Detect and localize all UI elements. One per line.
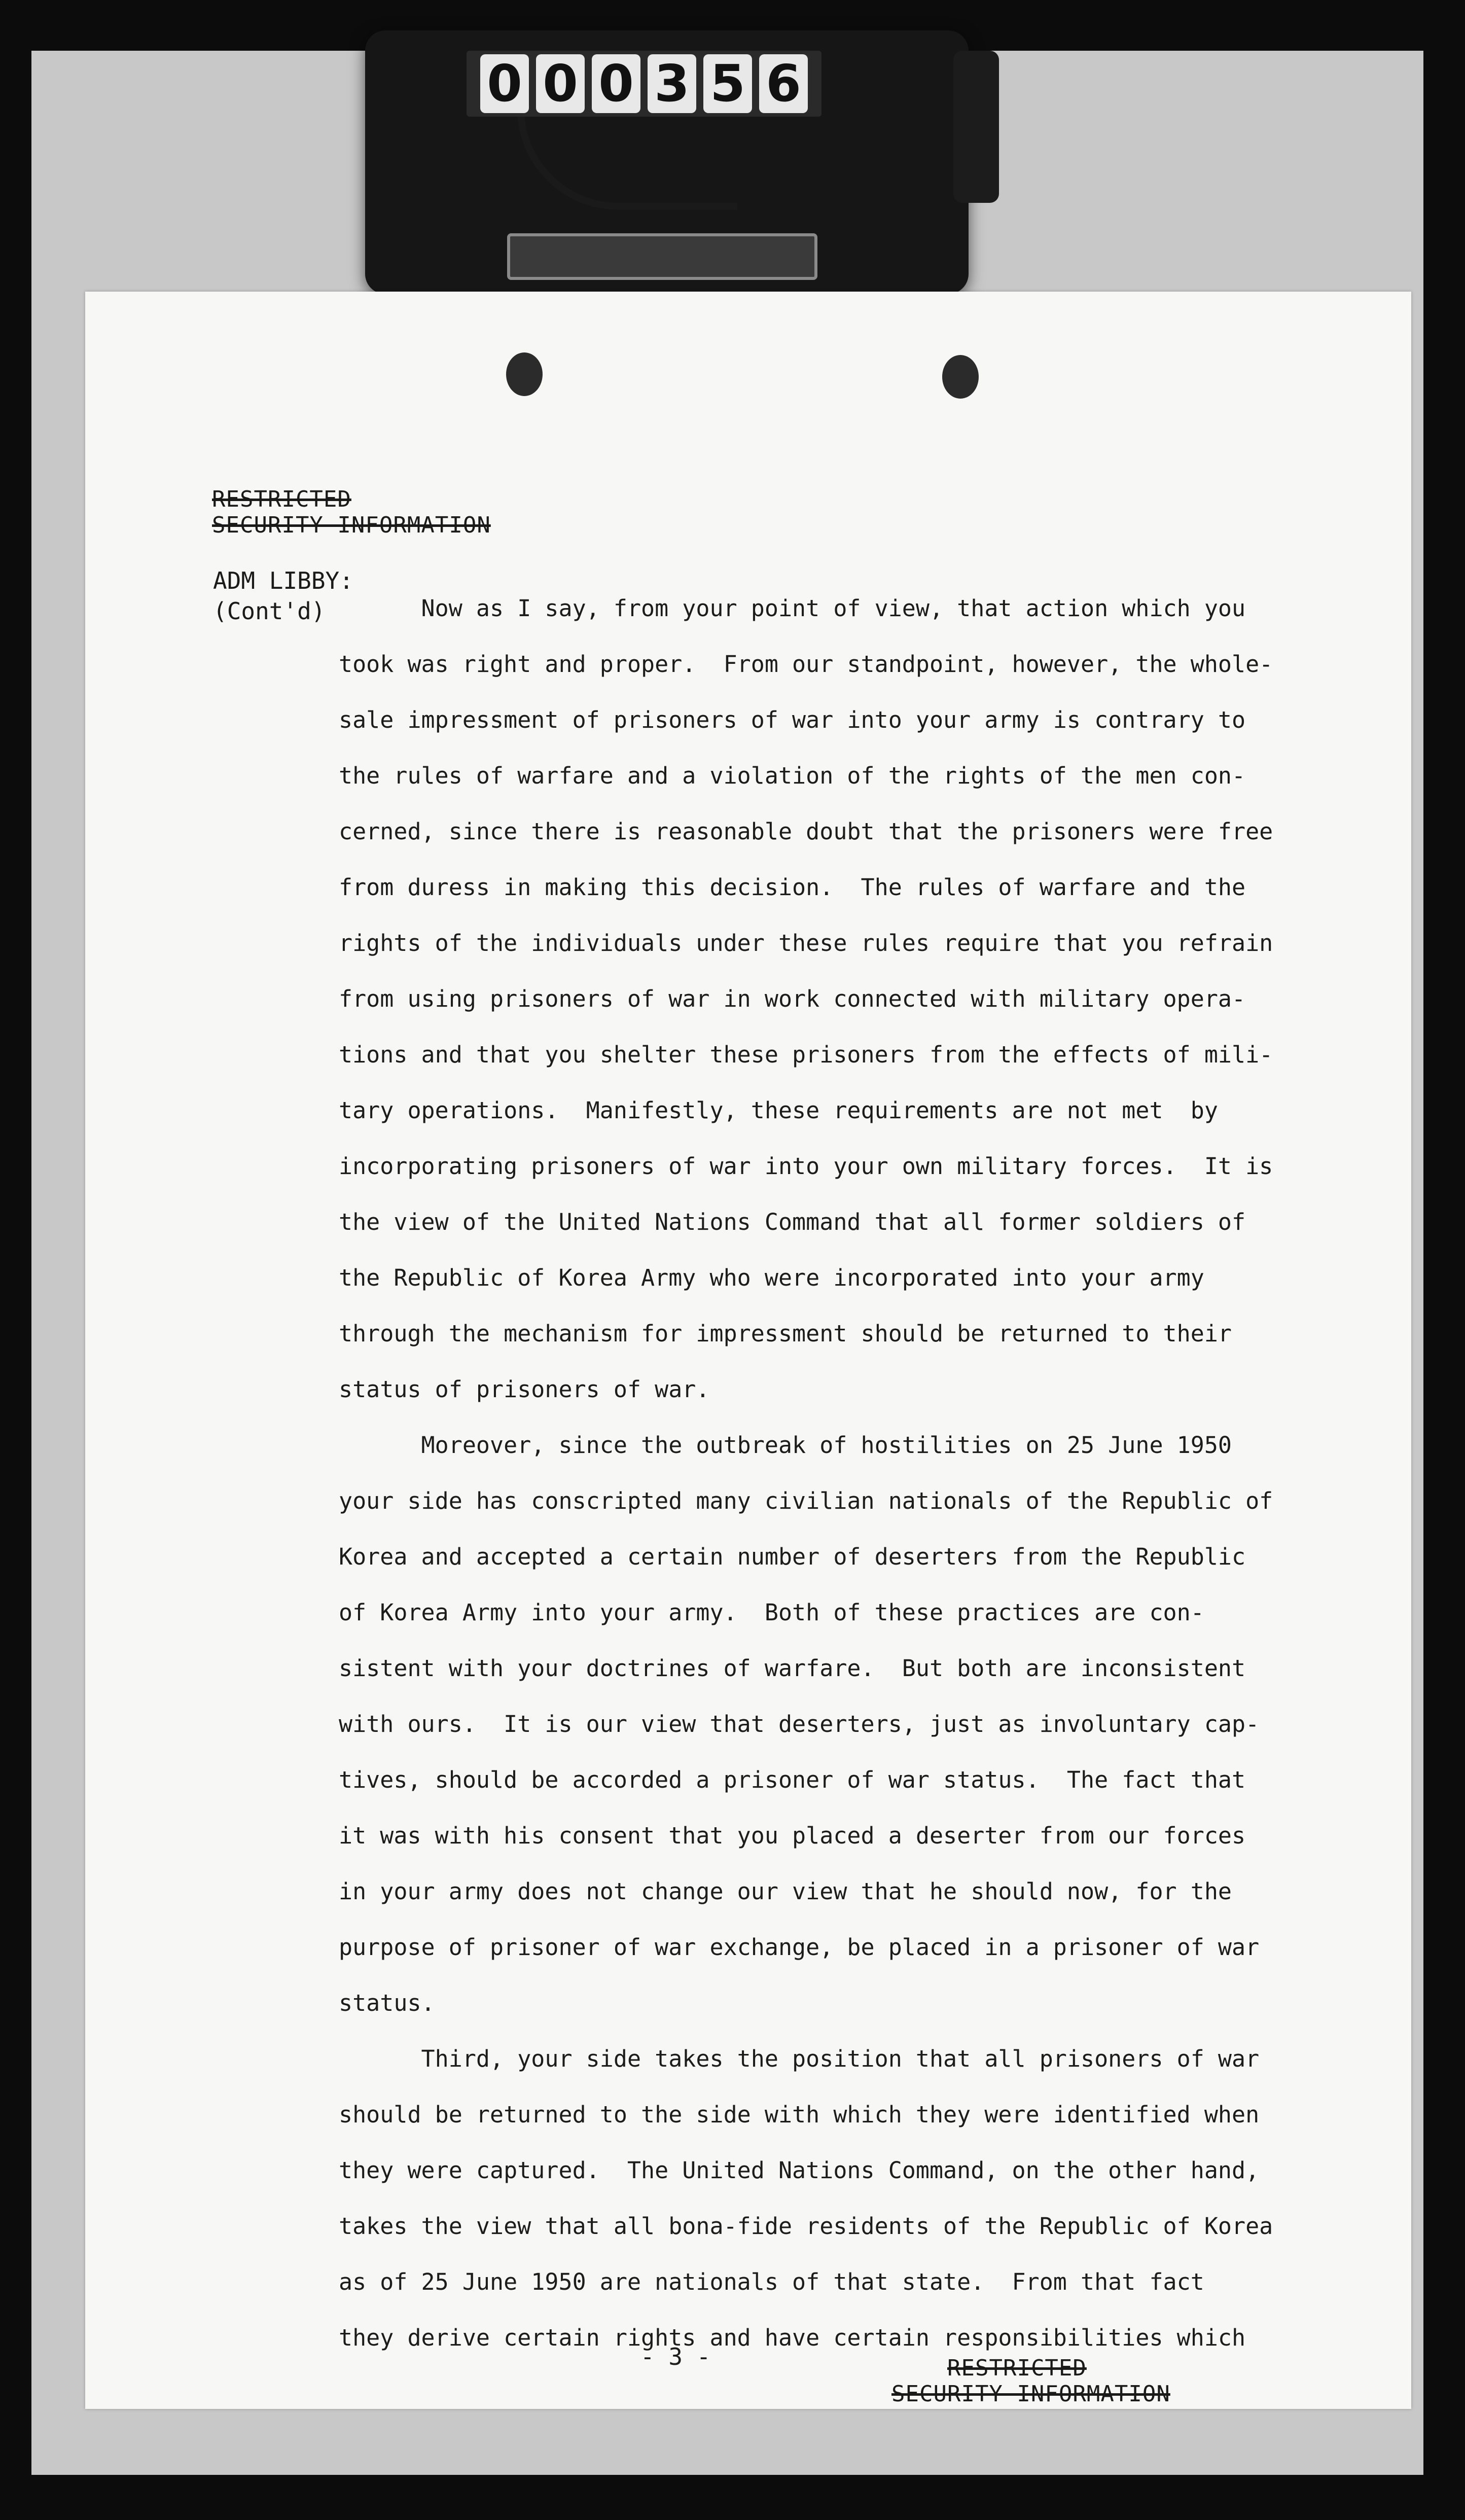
marking-line: SECURITY INFORMATION bbox=[891, 2381, 1170, 2407]
speaker-note: (Cont'd) bbox=[213, 597, 326, 625]
body-line: sale impressment of prisoners of war into your army is contrary to bbox=[339, 706, 1246, 733]
counter-nameplate bbox=[507, 233, 817, 280]
body-line: the Republic of Korea Army who were incorporated into your army bbox=[339, 1264, 1204, 1291]
counter-digit: 0 bbox=[480, 54, 529, 113]
counter-display bbox=[467, 51, 821, 117]
body-line: should be returned to the side with which they were identified when bbox=[339, 2101, 1260, 2128]
body-line: Moreover, since the outbreak of hostilities on 25 June 1950 bbox=[339, 1432, 1232, 1459]
counter-digit: 6 bbox=[759, 54, 808, 113]
body-line: as of 25 June 1950 are nationals of that state. From that fact bbox=[339, 2268, 1204, 2295]
body-line: status of prisoners of war. bbox=[339, 1376, 710, 1403]
speaker-name: ADM LIBBY: bbox=[213, 567, 353, 594]
speaker-label bbox=[213, 565, 353, 626]
body-line: takes the view that all bona-fide residents of the Republic of Korea bbox=[339, 2213, 1273, 2240]
body-line: with ours. It is our view that deserters, just as involuntary cap- bbox=[339, 1711, 1260, 1737]
marking-line: RESTRICTED bbox=[212, 486, 351, 512]
body-line: your side has conscripted many civilian nationals of the Republic of bbox=[339, 1487, 1273, 1514]
counter-digit: 0 bbox=[536, 54, 585, 113]
counter-digit: 0 bbox=[592, 54, 640, 113]
body-line: from duress in making this decision. The rules of warfare and the bbox=[339, 874, 1246, 901]
body-line: incorporating prisoners of war into your own military forces. It is bbox=[339, 1153, 1273, 1180]
marking-line: RESTRICTED bbox=[947, 2355, 1087, 2381]
body-line: of Korea Army into your army. Both of these practices are con- bbox=[339, 1599, 1204, 1626]
counter-digit: 5 bbox=[703, 54, 752, 113]
body-line: Korea and accepted a certain number of deserters from the Republic bbox=[339, 1543, 1246, 1570]
body-line: from using prisoners of war in work connected with military opera- bbox=[339, 985, 1246, 1012]
body-line: took was right and proper. From our standpoint, however, the whole- bbox=[339, 651, 1273, 678]
body-line: the view of the United Nations Command that all former soldiers of bbox=[339, 1209, 1246, 1235]
page-number: - 3 - bbox=[640, 2343, 711, 2370]
body-line: cerned, since there is reasonable doubt that the prisoners were free bbox=[339, 818, 1273, 845]
body-line: they were captured. The United Nations Command, on the other hand, bbox=[339, 2157, 1260, 2184]
frame-counter-device bbox=[365, 30, 969, 294]
counter-knob bbox=[953, 51, 999, 203]
body-line: in your army does not change our view that he should now, for the bbox=[339, 1878, 1232, 1905]
punch-hole bbox=[506, 352, 543, 396]
body-line: they derive certain rights and have certain responsibilities which bbox=[339, 2324, 1246, 2351]
footer-security-marking bbox=[891, 2356, 1170, 2407]
body-line: Third, your side takes the position that all prisoners of war bbox=[339, 2045, 1260, 2072]
body-line: tary operations. Manifestly, these requirements are not met by bbox=[339, 1097, 1218, 1124]
punch-hole bbox=[942, 355, 979, 399]
body-line: Now as I say, from your point of view, that action which you bbox=[339, 595, 1246, 622]
header-security-marking bbox=[212, 487, 491, 538]
body-line: it was with his consent that you placed a deserter from our forces bbox=[339, 1822, 1246, 1849]
document-body bbox=[339, 581, 1363, 2366]
document-page bbox=[85, 292, 1411, 2409]
body-line: status. bbox=[339, 1990, 435, 2016]
body-line: rights of the individuals under these rules require that you refrain bbox=[339, 930, 1273, 956]
body-line: the rules of warfare and a violation of the rights of the men con- bbox=[339, 762, 1246, 789]
body-line: sistent with your doctrines of warfare. But both are inconsistent bbox=[339, 1655, 1246, 1682]
counter-digit: 3 bbox=[648, 54, 696, 113]
marking-line: SECURITY INFORMATION bbox=[212, 512, 491, 538]
body-line: through the mechanism for impressment should be returned to their bbox=[339, 1320, 1232, 1347]
body-line: tions and that you shelter these prisoners from the effects of mili- bbox=[339, 1041, 1273, 1068]
body-line: tives, should be accorded a prisoner of war status. The fact that bbox=[339, 1766, 1246, 1793]
body-line: purpose of prisoner of war exchange, be placed in a prisoner of war bbox=[339, 1934, 1260, 1961]
